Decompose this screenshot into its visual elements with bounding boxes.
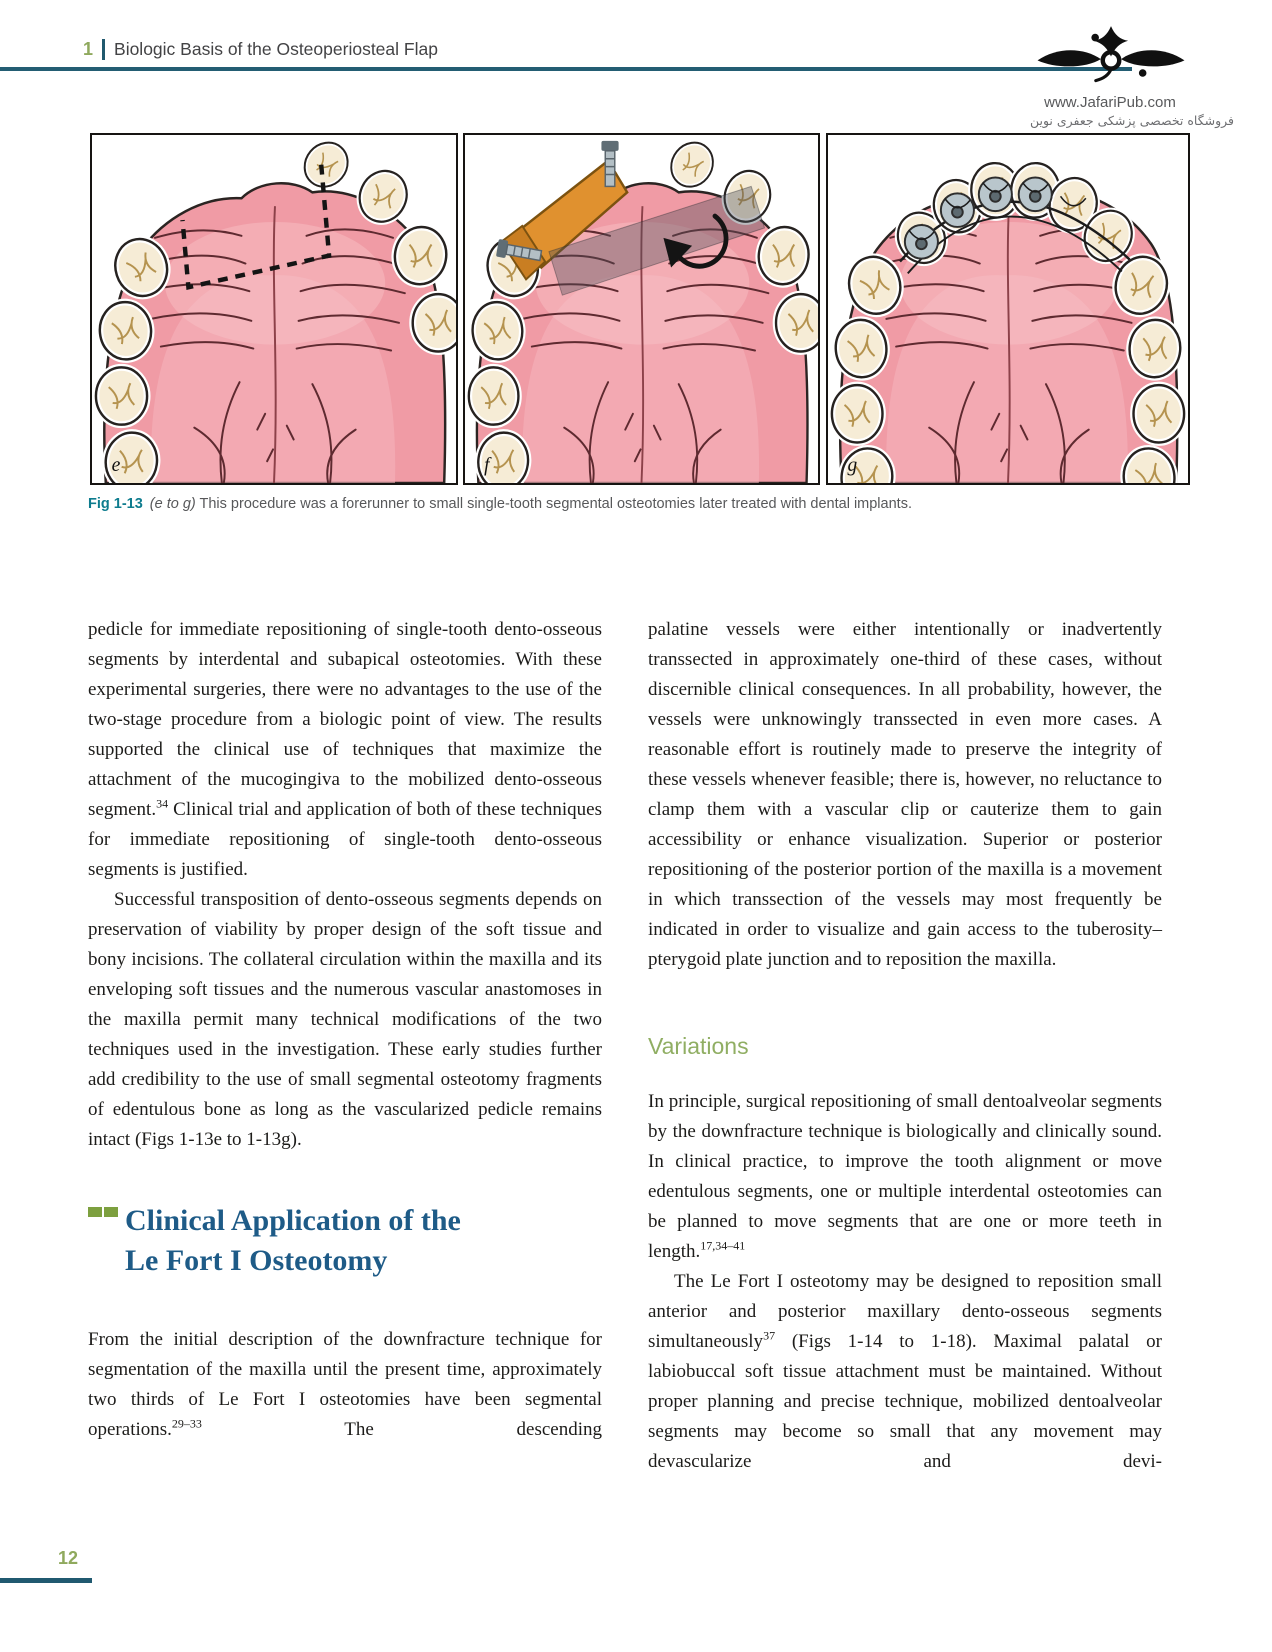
publisher-watermark: فروشگاه تخصصی پزشکی جعفری نوین: [1029, 113, 1234, 128]
paragraph: From the initial description of the downfracture technique for segmentation of the maxilla until the present time, approximately two thirds of Le Fort I osteotomies have been segmental operations.$^{29-33}$ The descending: [88, 1329, 602, 1440]
publisher-logo-icon: [1035, 14, 1187, 94]
right-column: [648, 615, 1162, 1477]
subheading-variations: Variations: [648, 1033, 749, 1059]
publisher-url: www.JafariPub.com: [1044, 94, 1176, 111]
paragraph: Successful transposition of dento-osseous segments depends on preservation of viability by proper design of the soft tissue and bony incisions. The collateral circulation within the maxilla and its enveloping soft tissues and the numerous vascular anastomoses in the maxilla permit many technical modifications of the two techniques used in the investigation. These early studies further add credibility to the use of small segmental osteotomy fragments of edentulous bone as long as the vascularized pedicle remains intact (Figs 1-13e to 1-13g).: [88, 889, 602, 1150]
figure-panel-g: [826, 133, 1190, 485]
palate-illustration-g: [828, 135, 1188, 483]
footer-rule: [0, 1578, 92, 1583]
paragraph: pedicle for immediate repositioning of single-tooth dento-osseous segments by interdental and subapical osteotomies. With these experimental surgeries, there were no advantages to the use of the two-stage procedure from a biologic point of view. The results supported the clinical use of techniques that maximize the attachment of the mucogingiva to the mobilized dento-osseous segment.$^{34}$ Clinical trial and application of both of these techniques for immediate repositioning of single-tooth dento-osseous segments is justified.: [88, 619, 602, 880]
figure-panel-e: [90, 133, 458, 485]
palate-illustration-e: [92, 135, 456, 483]
paragraph: The Le Fort I osteotomy may be designed to reposition small anterior and posterior maxillary dento-osseous segments simultaneously$^{37}$ (Figs 1-14 to 1-18). Maximal palatal or labiobuccal soft tissue attachment must be maintained. Without proper planning and precise technique, mobilized dentoalveolar segments may become so small that any movement may devascularize and devi-: [648, 1271, 1162, 1472]
chapter-number: 1: [83, 39, 94, 59]
chapter-title: Biologic Basis of the Osteoperiosteal Flap: [102, 39, 438, 60]
paragraph: palatine vessels were either intentionally or inadvertently transsected in approximately one-third of these cases, without discernible clinical consequences. In all probability, however, the vessels were unknowingly transsected in even more cases. A reasonable effort is routinely made to preserve the integrity of these vessels whenever feasible; there is, however, no reluctance to clamp them with a vascular clip or cauterize them to gain accessibility or enhance visualization. Superior or posterior repositioning of the posterior portion of the maxilla is a movement in which transsection of the vessels may most frequently be indicated in order to visualize and gain access to the tuberosity–pterygoid plate junction and to reposition the maxilla.: [648, 619, 1162, 970]
section-heading-line2: Le Fort I Osteotomy: [125, 1244, 388, 1277]
panel-label-e: e: [111, 454, 121, 477]
paragraph: In principle, surgical repositioning of small dentoalveolar segments by the downfracture technique is biologically and clinically sound. In clinical practice, to improve the tooth alignment or move edentulous segments, one or multiple interdental osteotomies can be planned to move segments that are one or more teeth in length.$^{17,34-41}$: [648, 1091, 1162, 1262]
figure-panel-f: [463, 133, 820, 485]
header-rule: [0, 67, 1132, 71]
panel-label-g: g: [847, 455, 858, 477]
page-number: 12: [57, 1548, 78, 1568]
figure-caption: Fig 1-13 (e to g) This procedure was a forerunner to small single-tooth segmental osteotomies later treated with dental implants.: [88, 496, 912, 512]
section-heading: [88, 1201, 602, 1281]
palate-illustration-f: [465, 135, 818, 483]
section-bullet-icon: [88, 1207, 118, 1237]
section-heading-line1: Clinical Application of the: [125, 1204, 461, 1237]
chapter-header: [83, 39, 438, 60]
panel-label-f: f: [484, 454, 490, 477]
left-column: [88, 615, 602, 1445]
